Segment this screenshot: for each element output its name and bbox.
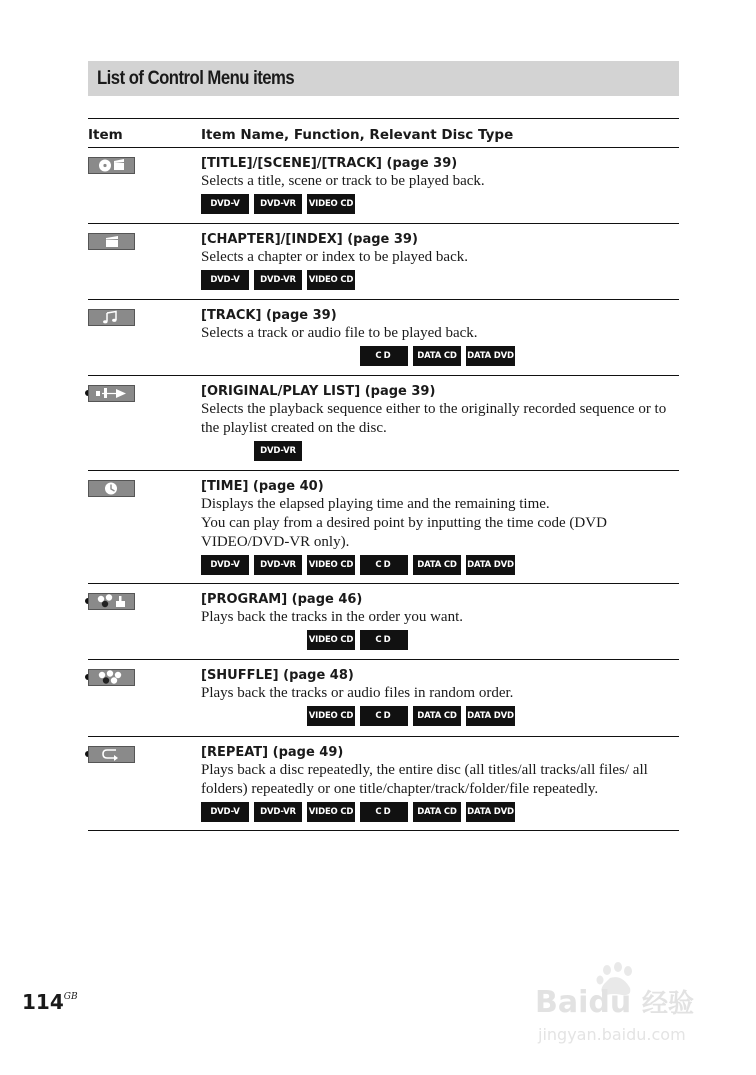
item-description: Selects a title, scene or track to be played back. [201,173,485,189]
disc-type-badges [201,269,679,291]
badge-dvd-vr: DVD-VR [254,802,302,822]
badge-video-cd: VIDEO CD [307,802,355,822]
item-description: Plays back the tracks in the order you want. [201,609,464,625]
repeat-icon [88,746,135,763]
table-row [88,376,679,471]
badge-video-cd: VIDEO CD [307,194,355,214]
item-description-note: You can play from a desired point by inputting the time code (DVD VIDEO/DVD-VR only). [201,515,607,550]
badge-dvd-vr: DVD-VR [254,555,302,575]
badge-dvd-vr: DVD-VR [254,270,302,290]
music-note-icon [88,309,135,326]
table-row [88,584,679,660]
table-row [88,224,679,300]
badge-video-cd: VIDEO CD [307,555,355,575]
playlist-icon [88,385,135,402]
disc-type-badges [201,440,679,462]
name-column-header: Item Name, Function, Relevant Disc Type [201,127,514,143]
item-name: [ORIGINAL/PLAY LIST] (page 39) [201,384,436,399]
control-menu-table [88,118,679,831]
shuffle-icon [88,669,135,686]
badge-data-dvd: DATA DVD [466,706,515,726]
page-number [22,990,78,1014]
badge-data-cd: DATA CD [413,555,461,575]
table-row [88,300,679,376]
table-row [88,660,679,737]
item-description: Plays back the tracks or audio files in random order. [201,685,514,701]
item-name: [TRACK] (page 39) [201,308,337,323]
item-description: Selects a track or audio file to be played back. [201,325,478,341]
badge-video-cd: VIDEO CD [307,706,355,726]
badge-data-cd: DATA CD [413,706,461,726]
badge-video-cd: VIDEO CD [307,630,355,650]
badge-cd: CD [360,346,408,366]
badge-cd: CD [360,630,408,650]
item-description: Plays back a disc repeatedly, the entire disc (all titles/all tracks/all files/ all folders) repeatedly or one title/chapter/track/folder/file repeatedly. [201,762,648,797]
table-row [88,737,679,831]
badge-data-dvd: DATA DVD [466,555,515,575]
badge-dvd-v: DVD-V [201,555,249,575]
badge-dvd-vr: DVD-VR [254,194,302,214]
badge-data-dvd: DATA DVD [466,802,515,822]
badge-data-cd: DATA CD [413,802,461,822]
table-row [88,471,679,584]
page-number-suffix: GB [63,992,78,1002]
watermark-brand: Baidu [535,985,632,1020]
badge-data-dvd: DATA DVD [466,346,515,366]
item-name: [TITLE]/[SCENE]/[TRACK] (page 39) [201,156,458,171]
disc-type-badges [201,193,679,215]
page-number-value: 114 [22,990,64,1014]
disc-type-badges [201,629,679,651]
badge-dvd-v: DVD-V [201,270,249,290]
disc-type-badges [201,801,679,823]
disc-type-badges [201,705,679,727]
section-header [88,61,679,96]
clapper-chapter-icon [88,233,135,250]
item-name: [REPEAT] (page 49) [201,745,344,760]
item-name: [PROGRAM] (page 46) [201,592,363,607]
badge-dvd-vr: DVD-VR [254,441,302,461]
baidu-jingyan-watermark [530,962,720,1052]
disc-title-icon [88,157,135,174]
watermark-brand-cn: 经验 [642,989,695,1019]
item-column-header: Item [88,127,123,143]
badge-cd: CD [360,706,408,726]
item-name: [SHUFFLE] (page 48) [201,668,354,683]
item-name: [TIME] (page 40) [201,479,324,494]
disc-type-badges [201,345,679,367]
badge-data-cd: DATA CD [413,346,461,366]
table-row [88,148,679,224]
section-title: List of Control Menu items [97,67,295,89]
program-icon [88,593,135,610]
disc-type-badges [201,554,679,576]
badge-dvd-v: DVD-V [201,802,249,822]
item-name: [CHAPTER]/[INDEX] (page 39) [201,232,418,247]
clock-icon [88,480,135,497]
watermark-url: jingyan.baidu.com [538,1025,686,1044]
badge-dvd-v: DVD-V [201,194,249,214]
badge-cd: CD [360,802,408,822]
item-description: Selects the playback sequence either to the originally recorded sequence or to the playlist created on the disc. [201,401,667,436]
badge-cd: CD [360,555,408,575]
badge-video-cd: VIDEO CD [307,270,355,290]
item-description: Selects a chapter or index to be played back. [201,249,468,265]
item-description: Displays the elapsed playing time and the remaining time. [201,496,550,512]
table-header [88,118,679,148]
